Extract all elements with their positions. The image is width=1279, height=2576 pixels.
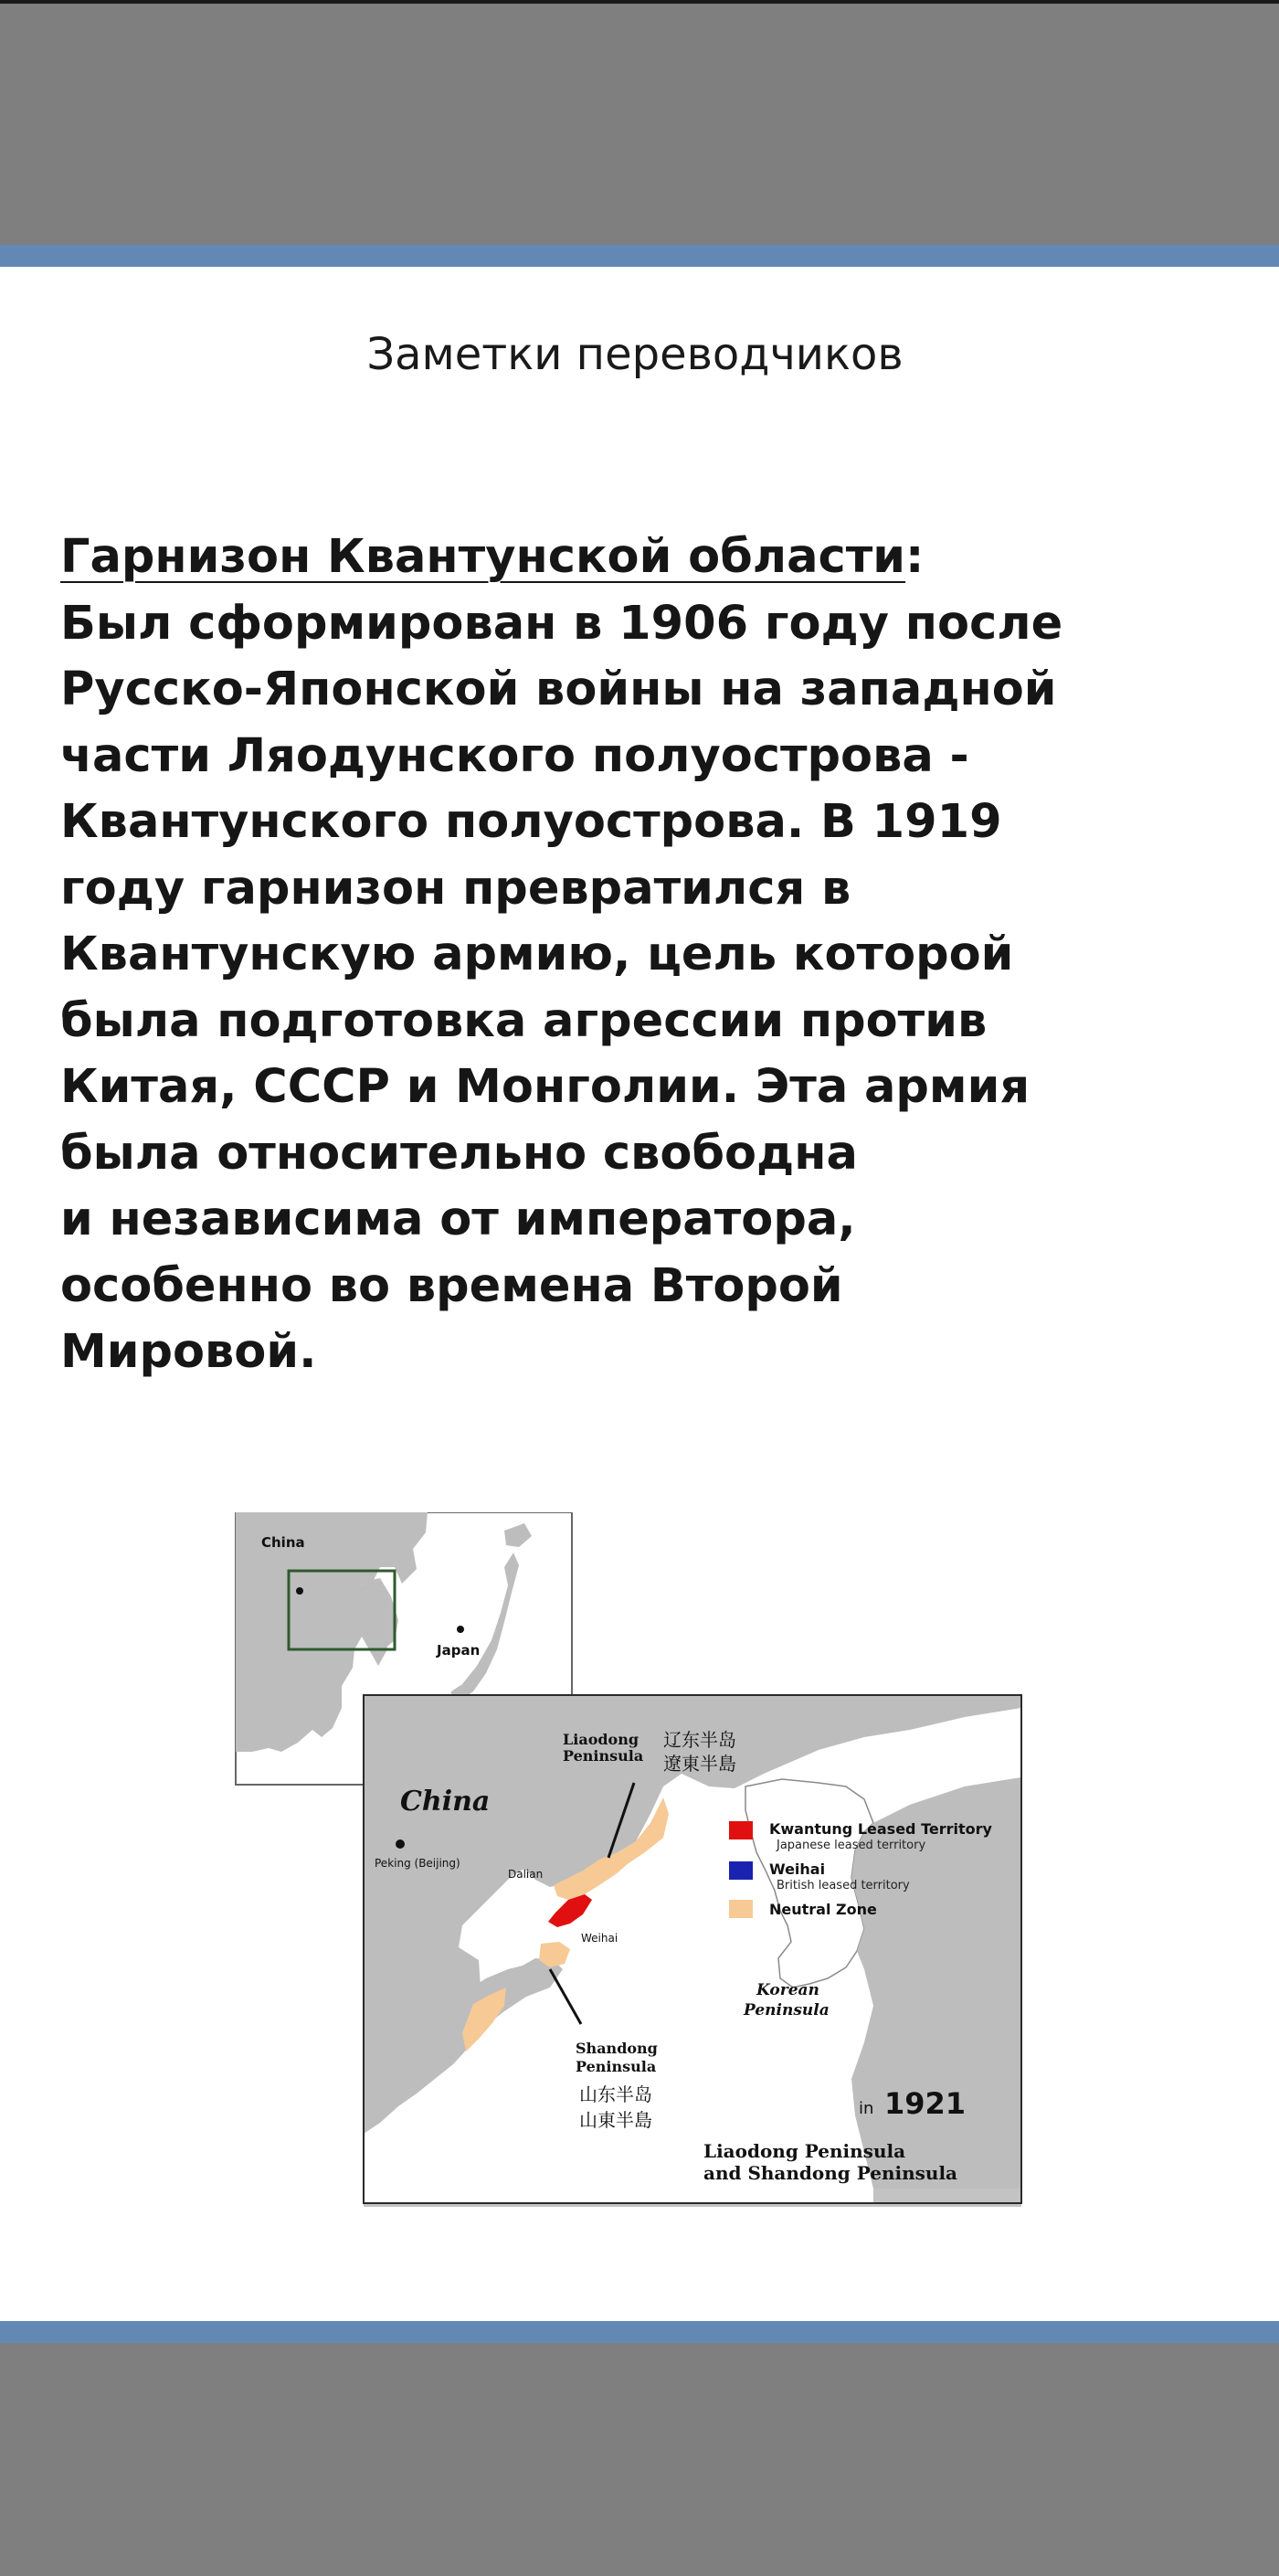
bottom-bar xyxy=(0,2343,1279,2576)
top-bar xyxy=(0,0,1279,245)
article-line: особенно во времена Второй xyxy=(60,1258,843,1313)
article-line: Китая, СССР и Монголии. Эта армия xyxy=(60,1060,1031,1114)
shandong-label-cn-1: 山东半岛 xyxy=(579,2083,652,2105)
dalian-label: Dalian xyxy=(508,1868,544,1881)
shandong-label-en-1: Shandong xyxy=(576,2040,658,2057)
article-line: Квантунскую армию, цель которой xyxy=(60,928,1014,981)
article-line: Русско-Японской войны на западной xyxy=(60,663,1057,716)
year-label: 1921 xyxy=(884,2086,967,2121)
article-body xyxy=(60,525,1083,1386)
top-accent-stripe xyxy=(0,245,1279,267)
map-figure xyxy=(234,1512,1023,2207)
article-line: части Ляодунского полуострова - xyxy=(60,728,969,783)
china-label: China xyxy=(400,1786,491,1818)
bottom-accent-stripe xyxy=(0,2321,1279,2343)
map-caption-2: and Shandong Peninsula xyxy=(703,2162,958,2184)
article-line: году гарнизон превратился в xyxy=(60,861,851,916)
article-heading-line xyxy=(60,525,1083,591)
article-line: Мировой. xyxy=(60,1325,317,1379)
liaodong-label-en-2: Peninsula xyxy=(563,1747,644,1765)
liaodong-label-en-1: Liaodong xyxy=(563,1731,640,1748)
article-line: была относительно свободна xyxy=(60,1126,858,1181)
article-heading-colon: : xyxy=(905,530,925,584)
shandong-label-cn-2: 山東半島 xyxy=(579,2109,652,2131)
map-caption-1: Liaodong Peninsula xyxy=(703,2140,906,2162)
liaodong-label-cn-1: 辽东半岛 xyxy=(663,1729,736,1751)
main-map xyxy=(364,1695,1021,2207)
year-prefix: in xyxy=(859,2099,874,2118)
map-svg xyxy=(234,1512,1023,2207)
article-line: Был сформирован в 1906 году после xyxy=(60,596,1063,651)
inset-china-label: China xyxy=(261,1534,305,1551)
article-heading: Гарнизон Квантунской области xyxy=(60,530,906,584)
inset-japan-label: Japan xyxy=(437,1642,481,1659)
shandong-label-en-2: Peninsula xyxy=(576,2058,657,2075)
weihai-label: Weihai xyxy=(581,1932,618,1945)
legend-weihai-sub: British leased territory xyxy=(777,1879,910,1892)
legend-neutral: Neutral Zone xyxy=(769,1901,877,1918)
article-line: Квантунского полуострова. В 1919 xyxy=(60,795,1002,849)
legend-kwantung-sub: Japanese leased territory xyxy=(777,1839,926,1852)
article-line: и независима от императора, xyxy=(60,1193,856,1246)
korea-label-1: Korean xyxy=(756,1981,819,1999)
page-title: Заметки переводчиков xyxy=(366,329,904,380)
legend-weihai: Weihai xyxy=(769,1860,826,1878)
korea-label-2: Peninsula xyxy=(744,2001,830,2019)
article-line: была подготовка агрессии против xyxy=(60,993,988,1048)
peking-label: Peking (Beijing) xyxy=(375,1857,460,1870)
liaodong-label-cn-2: 遼東半島 xyxy=(663,1753,736,1775)
legend-kwantung: Kwantung Leased Territory xyxy=(769,1820,992,1838)
